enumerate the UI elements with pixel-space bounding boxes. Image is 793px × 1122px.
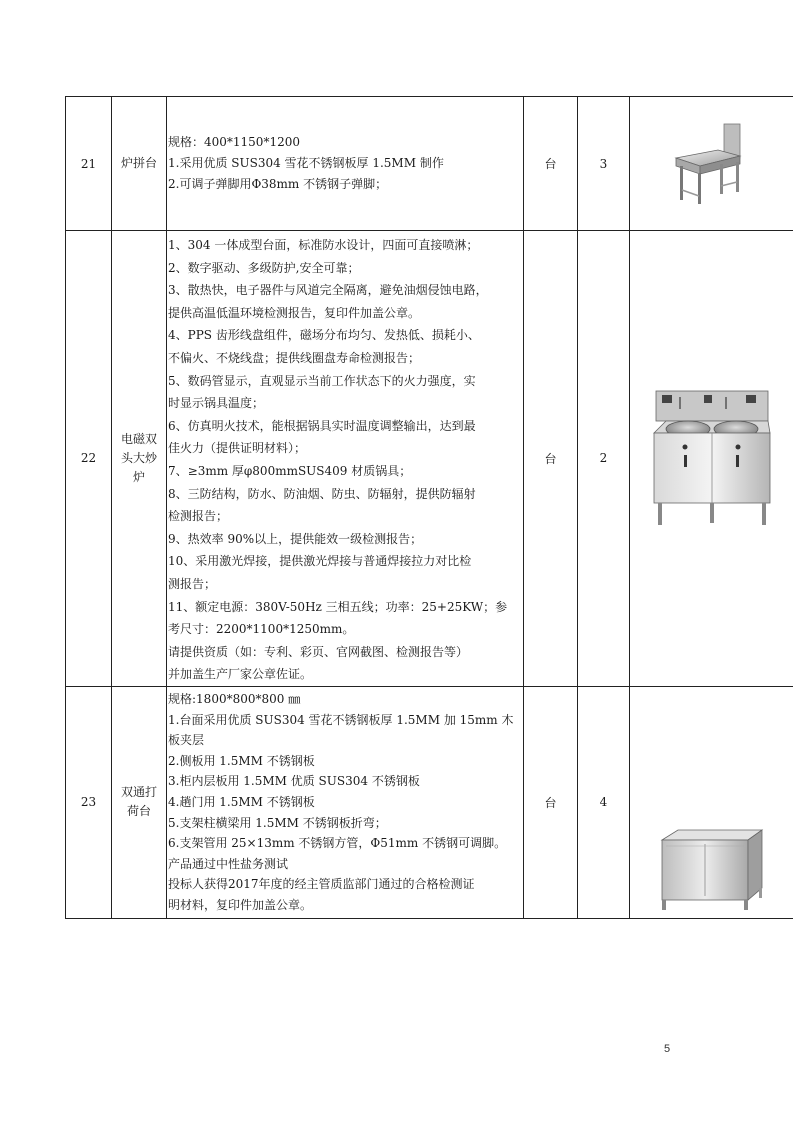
spec-line: 2.可调子弹脚用Φ38mm 不锈钢子弹脚；: [168, 177, 388, 191]
item-name: [112, 686, 167, 918]
spec-line: 不偏火、不烧线盘；提供线圈盘寿命检测报告；: [168, 350, 421, 365]
item-image-cell: [630, 97, 793, 231]
spec-line: 6、仿真明火技术，能根据锅具实时温度调整输出，达到最: [168, 418, 476, 433]
spec-line: 5、数码管显示，直观显示当前工作状态下的火力强度，实: [168, 373, 476, 388]
spec-line: 测报告；: [168, 576, 217, 591]
spec-line: 产品通过中性盐务测试: [168, 856, 289, 871]
item-number: 23: [66, 686, 112, 918]
item-spec: [167, 97, 524, 231]
page-number: 5: [664, 1043, 671, 1055]
item-spec: [167, 686, 524, 918]
spec-line: 8、三防结构，防水、防油烟、防虫、防辐射，提供防辐射: [168, 486, 476, 501]
item-name-text: 双通打荷台: [120, 785, 157, 819]
spec-line: 6.支架管用 25×13mm 不锈钢方管，Φ51mm 不锈钢可调脚。: [168, 836, 507, 851]
spec-line: 规格:1800*800*800 ㎜: [168, 692, 301, 707]
spec-line: 4、PPS 齿形线盘组件，磁场分布均匀、发热低、损耗小、: [168, 328, 480, 343]
spec-line: 2、数字驱动、多级防护,安全可靠；: [168, 260, 360, 275]
item-image-cell: [630, 686, 793, 918]
table-row: [66, 686, 793, 918]
spec-line: 3、散热快，电子器件与风道完全隔离，避免油烟侵蚀电路，: [168, 283, 488, 298]
spec-line: 请提供资质（如：专利、彩页、官网截图、检测报告等）: [168, 644, 469, 659]
item-quantity: 2: [578, 231, 630, 687]
spec-line: 板夹层: [168, 733, 205, 748]
spec-line: 明材料，复印件加盖公章。: [168, 898, 313, 913]
spec-line: 佳火力（提供证明材料）；: [168, 441, 307, 456]
item-number: 22: [66, 231, 112, 687]
item-quantity: 3: [578, 97, 630, 231]
table-row: [66, 231, 793, 687]
double-pass-workbench-image: [630, 826, 793, 918]
spec-line: 5.支架柱横梁用 1.5MM 不锈钢板折弯；: [168, 815, 387, 830]
spec-line: 3.柜内层板用 1.5MM 优质 SUS304 不锈钢板: [168, 774, 420, 789]
spec-line: 4.趟门用 1.5MM 不锈钢板: [168, 795, 315, 810]
spec-line: 11、额定电源：380V-50Hz 三相五线；功率：25+25KW；参: [168, 599, 508, 614]
item-number: 21: [66, 97, 112, 231]
stove-side-table-image: [630, 122, 793, 206]
table-row: [66, 97, 793, 231]
item-unit: 台: [524, 97, 578, 231]
spec-line: 1.台面采用优质 SUS304 雪花不锈钢板厚 1.5MM 加 15mm 木: [168, 712, 514, 727]
spec-line: 投标人获得2017年度的经主管质监部门通过的合格检测证: [168, 877, 475, 892]
item-unit: 台: [524, 686, 578, 918]
item-quantity: 4: [578, 686, 630, 918]
spec-line: 10、采用激光焊接，提供激光焊接与普通焊接拉力对比检: [168, 554, 472, 569]
spec-line: 考尺寸：2200*1100*1250mm。: [168, 622, 355, 637]
spec-line: 并加盖生产厂家公章佐证。: [168, 667, 313, 682]
item-name-text: 电磁双头大炒炉: [120, 431, 157, 484]
item-spec: [167, 231, 524, 687]
spec-line: 1.采用优质 SUS304 雪花不锈钢板厚 1.5MM 制作: [168, 156, 444, 170]
item-image-cell: [630, 231, 793, 687]
item-name: [112, 97, 167, 231]
item-unit: 台: [524, 231, 578, 687]
spec-line: 9、热效率 90%以上，提供能效一级检测报告；: [168, 531, 423, 546]
spec-line: 提供高温低温环境检测报告，复印件加盖公章。: [168, 305, 421, 320]
induction-double-wok-stove-image: [630, 385, 793, 531]
spec-line: 时显示锅具温度；: [168, 396, 265, 411]
spec-line: 1、304 一体成型台面，标准防水设计，四面可直接喷淋；: [168, 238, 479, 252]
equipment-spec-table: [65, 96, 793, 919]
spec-line: 2.侧板用 1.5MM 不锈钢板: [168, 753, 315, 768]
spec-line: 规格：400*1150*1200: [168, 135, 300, 149]
spec-line: 7、≥3mm 厚φ800mmSUS409 材质锅具；: [168, 463, 412, 478]
item-name-text: 炉拼台: [120, 156, 157, 170]
item-name: [112, 231, 167, 687]
spec-line: 检测报告；: [168, 509, 229, 524]
